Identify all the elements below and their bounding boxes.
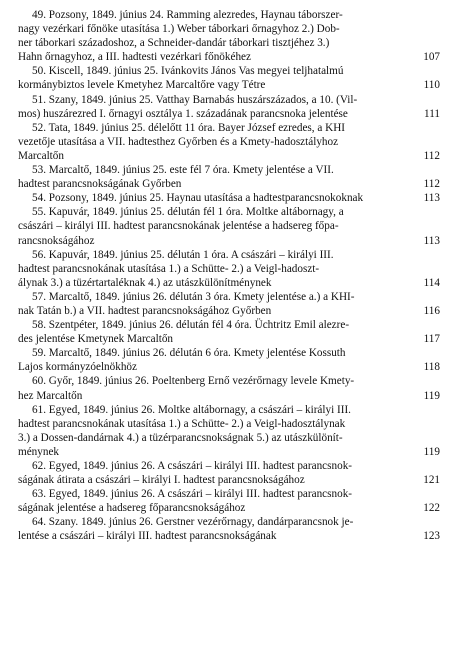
toc-entry [18, 191, 440, 205]
toc-entry-line: vezetője utasítása a VII. hadtesthez Győrben és a Kmety-hadosztályhoz [18, 135, 339, 148]
page-number: 114 [423, 276, 440, 289]
toc-entry-line: ner táborkari századoshoz, a Schneider-dandár táborkari tisztjéhez 3.) [18, 37, 330, 50]
toc-entry-last-line [18, 177, 440, 191]
page-number: 111 [424, 107, 440, 120]
toc-entry-last-line [18, 473, 440, 487]
toc-entry-text: nak Tatán b.) a VII. hadtest parancsnokságához Győrben [18, 304, 272, 317]
toc-entry-text: 54. Pozsony, 1849. június 25. Haynau utasítása a hadtestparancsnokoknak [32, 192, 364, 205]
toc-entry [18, 8, 440, 64]
toc-entry [18, 248, 440, 290]
toc-entry-last-line [18, 445, 440, 459]
toc-entry [18, 346, 440, 374]
toc-entry [18, 487, 440, 515]
toc-entry-line: 62. Egyed, 1849. június 26. A császári – királyi III. hadtest parancsnok- [32, 460, 353, 472]
toc-entry-line: 51. Szany, 1849. június 25. Vatthay Barnabás huszárszázados, a 10. (Vil- [32, 93, 358, 106]
page-number: 123 [423, 530, 440, 543]
toc-entry-line: 57. Marcaltő, 1849. június 26. délután 3 óra. Kmety jelentése a.) a KHI- [32, 290, 355, 303]
toc-entry [18, 290, 440, 318]
toc-entry [18, 374, 440, 402]
toc-entry-text: ságának átirata a császári – királyi I. hadtest parancsnokságához [18, 474, 305, 487]
toc-entry-last-line [18, 107, 440, 121]
toc-entry-text: lentése a császári – királyi III. hadtest parancsnokságának [18, 530, 277, 543]
toc-entry-line: 53. Marcaltő, 1849. június 25. este fél 7 óra. Kmety jelentése a VII. [32, 164, 334, 177]
toc-entry-last-line [18, 304, 440, 318]
page-number: 119 [423, 445, 440, 458]
page-number: 107 [423, 51, 440, 64]
toc-entry-last-line [18, 191, 440, 205]
page-number: 112 [423, 149, 440, 162]
toc-entry-last-line [18, 78, 440, 92]
toc-entry-text: des jelentése Kmetynek Marcaltőn [18, 333, 174, 346]
toc-entry-text: Marcaltőn [18, 149, 64, 162]
toc-entry-text: kormánybiztos levele Kmetyhez Marcaltőre vagy Tétre [18, 79, 266, 92]
toc-entry [18, 163, 440, 191]
toc-entry-line: 58. Szentpéter, 1849. június 26. délután fél 4 óra. Üchtritz Emil alezre- [32, 319, 350, 332]
toc-entry-line: 52. Tata, 1849. június 25. délelőtt 11 óra. Bayer József ezredes, a KHI [32, 121, 345, 134]
toc-entry-text: hez Marcaltőn [18, 389, 83, 402]
page-number: 121 [423, 474, 440, 487]
toc-entry [18, 205, 440, 247]
toc-entry-last-line [18, 50, 440, 64]
toc-entry-line: 56. Kapuvár, 1849. június 25. délután 1 óra. A császári – királyi III. [32, 248, 334, 261]
toc-entry-last-line [18, 501, 440, 515]
toc-entry [18, 318, 440, 346]
toc-entry-line: 61. Egyed, 1849. június 26. Moltke altábornagy, a császári – királyi III. [32, 403, 351, 416]
toc-entry-text: Hahn őrnagyhoz, a III. hadtesti vezérkari főnökéhez [18, 51, 251, 64]
toc-entry-line: 50. Kiscell, 1849. június 25. Ivánkovits János Vas megyei teljhatalmú [32, 65, 344, 78]
page-number: 122 [423, 502, 440, 515]
page-number: 110 [423, 79, 440, 92]
toc-entry-last-line [18, 389, 440, 403]
toc-entry-text: ménynek [18, 445, 60, 458]
toc-entry-line: 60. Győr, 1849. június 26. Poeltenberg Ernő vezérőrnagy levele Kmety- [32, 375, 355, 388]
toc-entry-last-line [18, 529, 440, 543]
toc-entry [18, 93, 440, 121]
toc-entry-last-line [18, 276, 440, 290]
page-number: 119 [423, 389, 440, 402]
page-number: 113 [423, 192, 440, 205]
toc-entry-last-line [18, 149, 440, 163]
toc-entry-line: császári – királyi III. hadtest parancsnokának jelentése a hadsereg főpa- [18, 220, 339, 233]
toc-entry-text: rancsnokságához [18, 234, 95, 247]
page-number: 112 [423, 178, 440, 191]
toc-entry [18, 515, 440, 543]
toc-entry-line: hadtest parancsnokának utasítása 1.) a Schütte- 2.) a Veigl-hadosztálynak [18, 417, 346, 430]
toc-entry [18, 403, 440, 459]
toc-entry-text: Lajos kormányzóelnökhöz [18, 361, 137, 374]
toc-entry-text: ságának jelentése a hadsereg főparancsnokságához [18, 502, 246, 515]
toc-entry-text: mos) huszárezred I. őrnagyi osztálya 1. századának parancsnoka jelentése [18, 107, 348, 120]
toc-entry [18, 459, 440, 487]
toc-entry-line: 59. Marcaltő, 1849. június 26. délután 6 óra. Kmety jelentése Kossuth [32, 347, 346, 360]
toc-entry-last-line [18, 332, 440, 346]
toc-entry-line: nagy vezérkari főnöke utasítása 1.) Weber táborkari őrnagyhoz 2.) Dob- [18, 23, 340, 36]
toc-entry-line: 63. Egyed, 1849. június 26. A császári – királyi III. hadtest parancsnok- [32, 488, 353, 501]
toc-entry [18, 64, 440, 92]
toc-entry-text: álynak 3.) a tüzértartaléknak 4.) az utászkülönítménynek [18, 276, 272, 289]
page-number: 113 [423, 234, 440, 247]
page-number: 117 [423, 333, 440, 346]
toc-entry-last-line [18, 360, 440, 374]
toc-entry-last-line [18, 234, 440, 248]
toc-entry-line: 64. Szany. 1849. június 26. Gerstner vezérőrnagy, dandárparancsnok je- [32, 516, 354, 529]
toc-entry-text: hadtest parancsnokságának Győrben [18, 178, 182, 191]
toc-entry-line: 55. Kapuvár, 1849. június 25. délután fél 1 óra. Moltke altábornagy, a [32, 206, 344, 219]
toc-entry [18, 121, 440, 163]
toc-entry-line: 3.) a Dossen-dandárnak 4.) a tüzérparancsnokságnak 5.) az utászkülönít- [18, 431, 343, 444]
toc-entry-line: hadtest parancsnokának utasítása 1.) a Schütte- 2.) a Veigl-hadoszt- [18, 262, 320, 275]
toc-entry-line: 49. Pozsony, 1849. június 24. Ramming alezredes, Haynau táborszer- [32, 9, 343, 21]
page-number: 116 [423, 304, 440, 317]
page-number: 118 [423, 361, 440, 374]
